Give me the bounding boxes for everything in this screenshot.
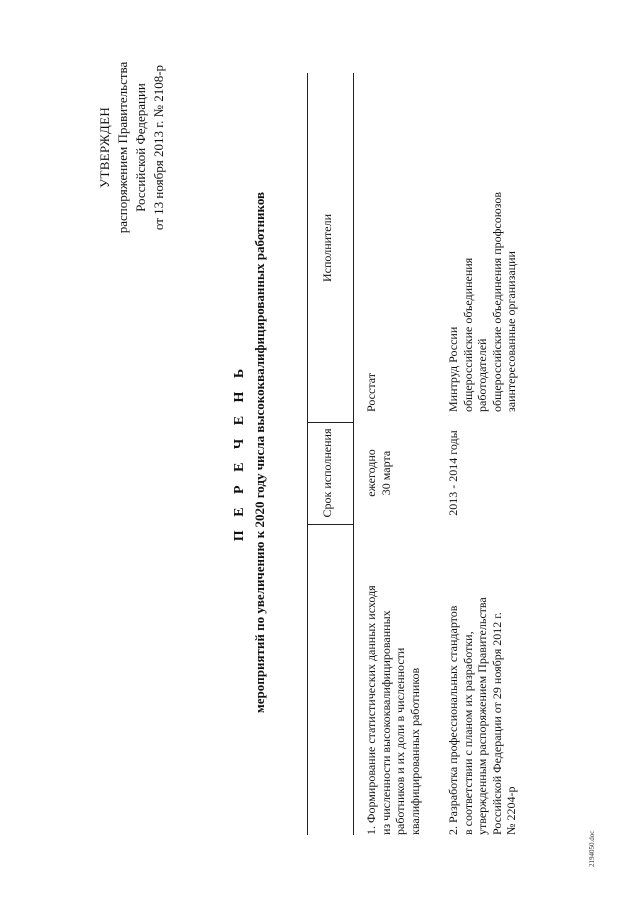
column-header-executors: Исполнители (320, 213, 334, 283)
table-top-border (307, 73, 308, 835)
deadline-line: 2013 - 2014 годы (446, 430, 460, 516)
activity-line: Российской Федерации от 29 ноября 2012 г. (489, 612, 504, 835)
activity-line: в соответствии с планом их разработки, (460, 631, 475, 835)
table-row-2-executors (446, 82, 519, 412)
activity-line: 1. Формирование статистических данных исходя (364, 585, 378, 835)
document-subtitle: мероприятий по увеличению к 2020 году числа высококвалифицированных работников (252, 191, 267, 714)
approval-line-3: Российской Федерации (133, 83, 148, 212)
column-header-deadline: Срок исполнения (320, 428, 334, 518)
activity-line: работников и их доли в численности (393, 647, 407, 835)
approval-line-2: распоряжением Правительства (115, 61, 130, 234)
activity-line: 2. Разработка профессиональных стандартов (446, 605, 460, 835)
activity-line: квалифицированных работников (407, 667, 422, 835)
table-row-2-deadline (446, 427, 461, 519)
document-file-id: 2194050.doc (588, 830, 596, 867)
activity-line: № 2204-р (504, 786, 518, 835)
table-header-border (353, 73, 354, 835)
executor-line: работодателей (475, 338, 489, 412)
activity-line: утвержденным распоряжением Правительства (475, 597, 489, 835)
executor-line: общероссийские объединения профсоюзов (489, 191, 504, 412)
table-row-2-activity (446, 535, 519, 835)
table-row-1-activity (364, 535, 422, 835)
deadline-line: 30 марта (378, 450, 393, 496)
approval-stamp (96, 35, 168, 260)
executor-line: заинтересованные организации (504, 251, 518, 412)
executor-line: общероссийские объединения (460, 257, 475, 412)
executor-line: Минтруд России (446, 326, 460, 412)
executor-line: Росстат (364, 373, 378, 412)
table-row-1-deadline (364, 427, 393, 519)
approval-heading: УТВЕРЖДЕН (97, 106, 112, 189)
document-title: П Е Р Е Ч Е Н Ь (232, 363, 247, 542)
table-column-divider-1 (307, 524, 353, 525)
approval-line-4: от 13 ноября 2013 г. № 2108-р (151, 64, 166, 231)
activity-line: из численности высококвалифицированных (378, 610, 393, 835)
deadline-line: ежегодно (364, 449, 378, 497)
table-row-1-executors (364, 82, 379, 412)
